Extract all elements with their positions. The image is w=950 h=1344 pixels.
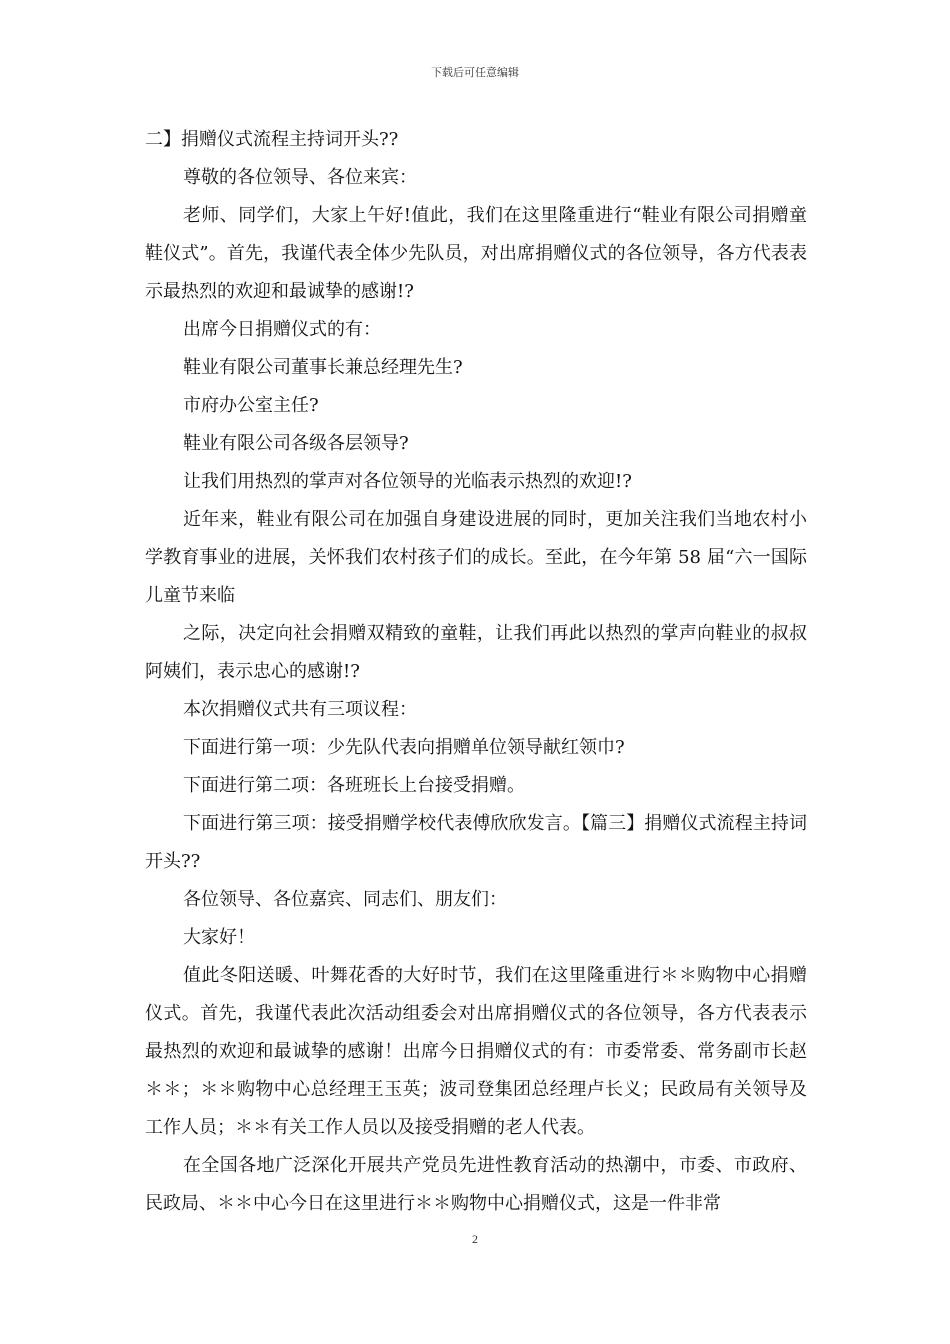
paragraph: 大家好！ xyxy=(183,927,255,948)
paragraph: 在全国各地广泛深化开展共产党员先进性教育活动的热潮中，市委、市政府、民政局、＊＊中心今日在这里进行＊＊购物中心捐赠仪式，这是一件非常 xyxy=(145,1155,807,1214)
paragraph: 之际，决定向社会捐赠双精致的童鞋，让我们再此以热烈的掌声向鞋业的叔叔阿姨们，表示忠心的感谢!? xyxy=(145,623,807,682)
paragraph: 下面进行第三项：接受捐赠学校代表傅欣欣发言。【篇三】捐赠仪式流程主持词开头?? xyxy=(145,813,807,872)
paragraph: 鞋业有限公司董事长兼总经理先生? xyxy=(183,357,463,378)
paragraph: 出席今日捐赠仪式的有： xyxy=(183,319,381,340)
paragraph: 市府办公室主任? xyxy=(183,395,319,416)
paragraph: 老师、同学们，大家上午好!值此，我们在这里隆重进行“鞋业有限公司捐赠童鞋仪式”。首先，我谨代表全体少先队员，对出席捐赠仪式的各位领导，各方代表表示最热烈的欢迎和最诚挚的感谢!? xyxy=(145,205,807,302)
paragraph: 尊敬的各位领导、各位来宾： xyxy=(183,167,417,188)
paragraph: 本次捐赠仪式共有三项议程： xyxy=(183,699,417,720)
page-number: 2 xyxy=(472,1232,478,1246)
paragraph: 各位领导、各位嘉宾、同志们、朋友们： xyxy=(183,889,507,910)
document-body xyxy=(145,121,807,1223)
paragraph: 近年来，鞋业有限公司在加强自身建设进展的同时，更加关注我们当地农村小学教育事业的进展，关怀我们农村孩子们的成长。至此，在今年第 58 届“六一国际儿童节来临 xyxy=(145,509,807,606)
paragraph: 下面进行第二项：各班班长上台接受捐赠。 xyxy=(183,775,525,796)
paragraph: 鞋业有限公司各级各层领导? xyxy=(183,433,409,454)
paragraph: 下面进行第一项：少先队代表向捐赠单位领导献红领巾? xyxy=(183,737,625,758)
paragraph: 让我们用热烈的掌声对各位领导的光临表示热烈的欢迎!? xyxy=(183,471,632,492)
page-header: 下载后可任意编辑 xyxy=(431,66,519,79)
paragraph: 二】捐赠仪式流程主持词开头?? xyxy=(145,129,399,150)
paragraph: 值此冬阳送暖、叶舞花香的大好时节，我们在这里隆重进行＊＊购物中心捐赠仪式。首先，我谨代表此次活动组委会对出席捐赠仪式的各位领导，各方代表表示最热烈的欢迎和最诚挚的感谢！出席今日捐赠仪式的有：市委常委、常务副市长赵＊＊；＊＊购物中心总经理王玉英；波司登集团总经理卢长义；民政局有关领导及工作人员；＊＊有关工作人员以及接受捐赠的老人代表。 xyxy=(145,965,807,1138)
